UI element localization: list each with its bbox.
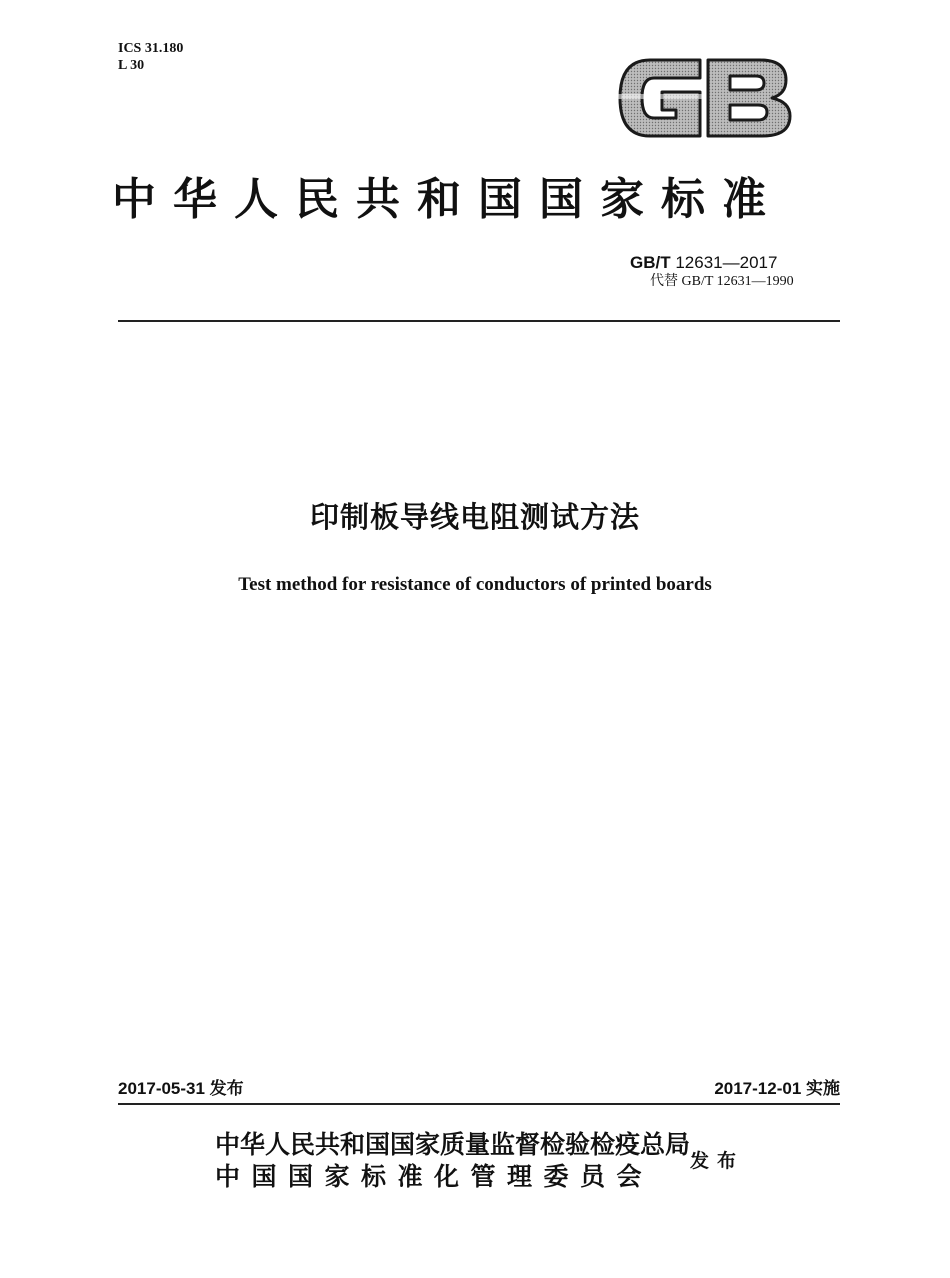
bottom-divider <box>118 1103 840 1105</box>
gb-logo <box>612 52 797 144</box>
standard-code-number: 12631—2017 <box>675 253 778 272</box>
document-title-chinese: 印制板导线电阻测试方法 <box>309 500 640 534</box>
issuer-aqsiq: 中华人民共和国国家质量监督检验检疫总局 <box>215 1130 691 1159</box>
top-divider <box>118 320 840 322</box>
replaces-standard: 代替 GB/T 12631—1990 <box>650 274 794 289</box>
gb-logo-graphic <box>612 52 797 144</box>
issue-date: 2017-05-31 发布 <box>118 1079 244 1098</box>
document-title-english: Test method for resistance of conductors of printed boards <box>238 574 712 595</box>
issuer-sac: 中国国家标准化管理委员会 <box>215 1162 654 1191</box>
national-standard-title: 中华人民共和国国家标准 <box>112 174 783 225</box>
issue-label: 发布 <box>690 1150 745 1172</box>
ccs-code: L 30 <box>118 58 145 73</box>
classification-codes <box>118 40 183 74</box>
standard-code <box>630 253 840 273</box>
implementation-date: 2017-12-01 实施 <box>714 1079 840 1098</box>
standard-code-prefix: GB/T <box>630 253 671 272</box>
ics-code: ICS 31.180 <box>118 41 184 56</box>
